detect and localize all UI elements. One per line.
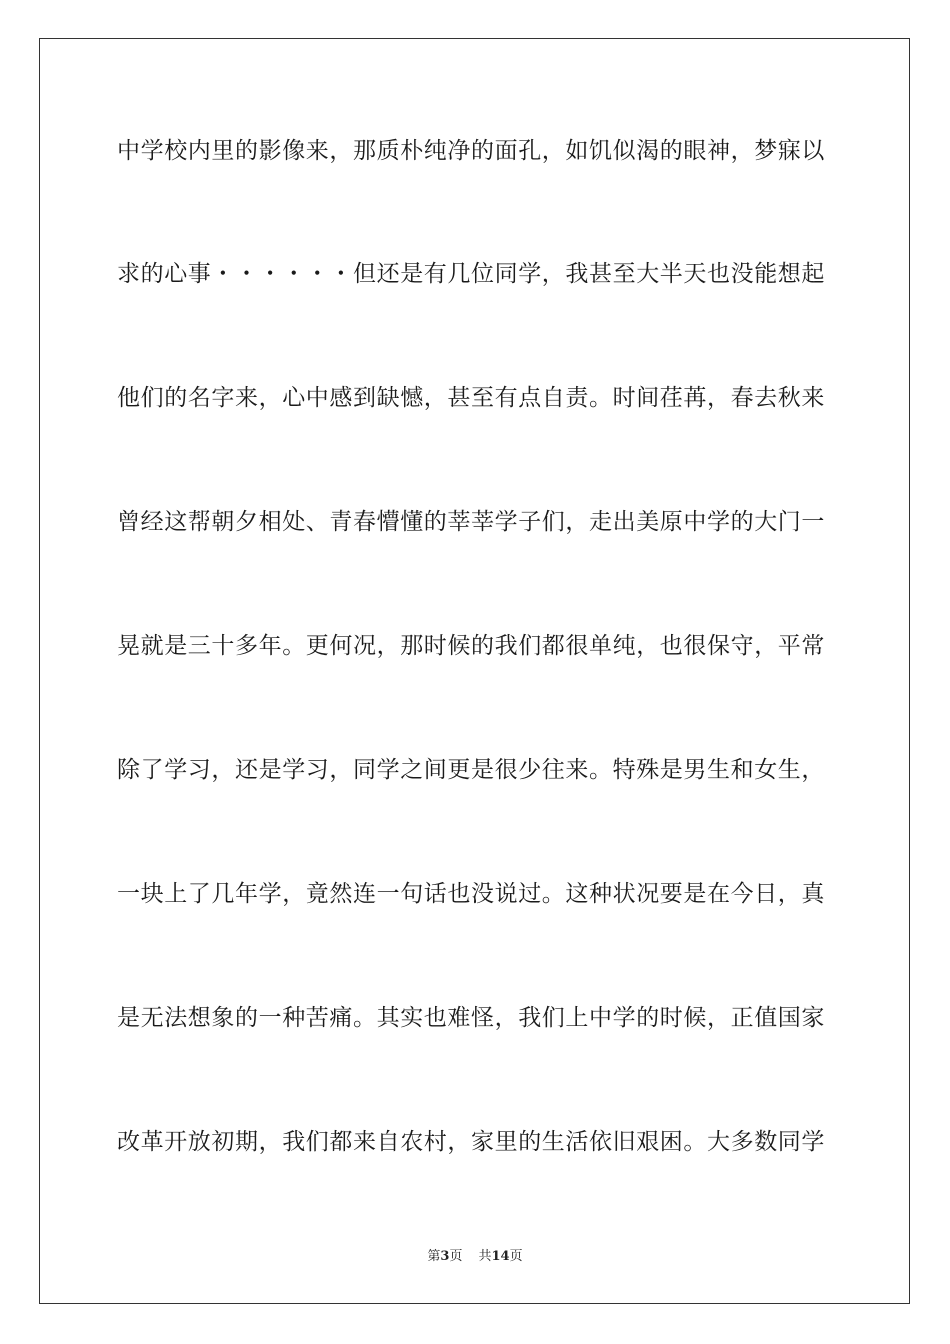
total-prefix: 共	[478, 1249, 492, 1264]
text-line-9: 改革开放初期，我们都来自农村，家里的生活依旧艰困。大多数同学	[117, 1129, 825, 1155]
text-line-7: 一块上了几年学，竟然连一句话也没说过。这种状况要是在今日，真	[117, 881, 825, 907]
text-line-5: 晃就是三十多年。更何况，那时候的我们都很单纯，也很保守，平常	[117, 633, 825, 659]
text-line-4: 曾经这帮朝夕相处、青春懵懂的莘莘学子们，走出美原中学的大门一	[117, 509, 825, 535]
page-prefix: 第	[427, 1249, 441, 1264]
page-border	[39, 38, 910, 1304]
page-suffix: 页	[449, 1249, 463, 1264]
text-line-1: 中学校内里的影像来，那质朴纯净的面孔，如饥似渴的眼神，梦寐以	[117, 138, 825, 164]
text-line-8: 是无法想象的一种苦痛。其实也难怪，我们上中学的时候，正值国家	[117, 1005, 825, 1031]
text-line-3: 他们的名字来，心中感到缺憾，甚至有点自责。时间荏苒，春去秋来	[117, 385, 825, 411]
text-line-2: 求的心事・・・・・・但还是有几位同学，我甚至大半天也没能想起	[117, 261, 825, 287]
text-line-6: 除了学习，还是学习，同学之间更是很少往来。特殊是男生和女生，	[117, 757, 825, 783]
page-number: 3	[440, 1249, 450, 1264]
total-suffix: 页	[509, 1249, 523, 1264]
page-footer	[0, 1248, 950, 1266]
total-pages: 14	[491, 1249, 510, 1264]
